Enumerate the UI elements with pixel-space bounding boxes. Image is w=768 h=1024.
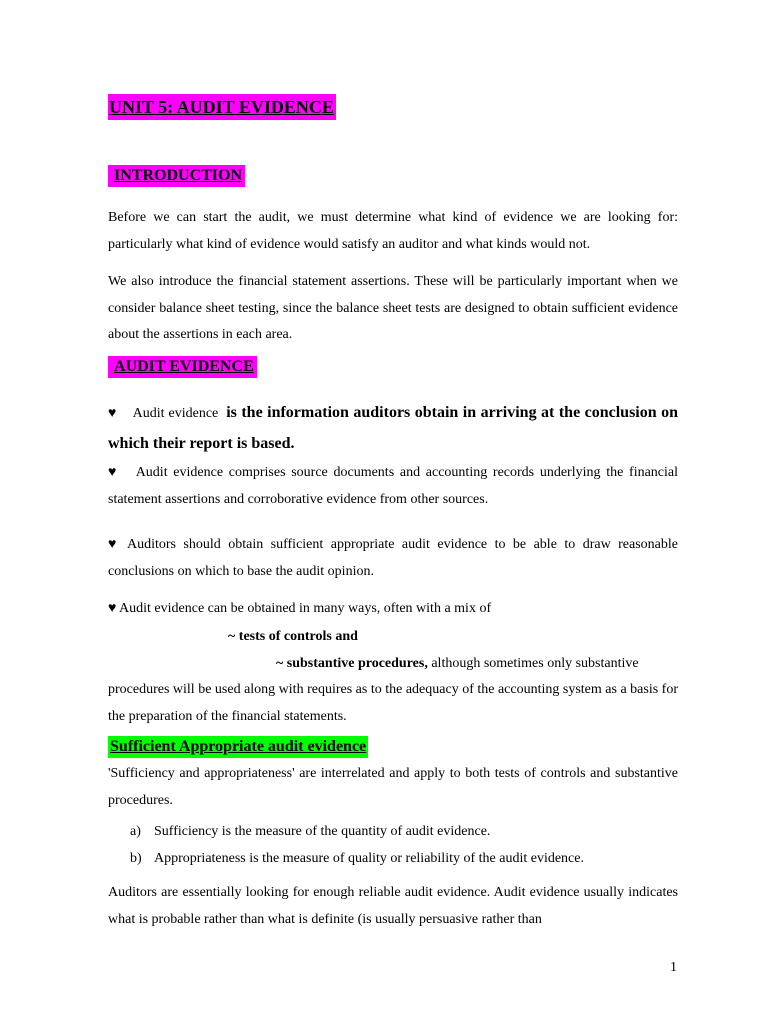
heart-bullet-icon: ♥ xyxy=(108,406,117,421)
intro-paragraph-1: Before we can start the audit, we must determine what kind of evidence we are looking for: particularly what kind of evidence would satisfy an auditor and what kinds would not. xyxy=(108,210,678,252)
audit-evidence-heading: AUDIT EVIDENCE xyxy=(108,356,257,378)
bullet-mix-continuation: procedures will be used along with requires as to the adequacy of the accounting system as a basis for the preparation of the financial statements. xyxy=(108,682,678,724)
unit-title: UNIT 5: AUDIT EVIDENCE xyxy=(108,94,336,120)
heart-bullet-icon: ♥ xyxy=(108,465,119,480)
bullet-mix-text: Audit evidence can be obtained in many ways, often with a mix of xyxy=(119,601,492,616)
list-item-text: Sufficiency is the measure of the quantity of audit evidence. xyxy=(154,824,491,839)
mix-item-substantive-bold: ~ substantive procedures, xyxy=(276,656,428,671)
final-paragraph: Auditors are essentially looking for enough reliable audit evidence. Audit evidence usually indicates what is probable rather than what is definite (is usually persuasive rather than xyxy=(108,885,678,927)
list-item-text: Appropriateness is the measure of quality or reliability of the audit evidence. xyxy=(154,851,584,866)
sufficient-appropriate-heading: Sufficient Appropriate audit evidence xyxy=(108,736,368,758)
page-number: 1 xyxy=(670,960,677,975)
list-marker: b) xyxy=(130,851,142,866)
list-item xyxy=(130,818,584,845)
bullet-definition xyxy=(108,398,678,460)
heart-bullet-icon: ♥ xyxy=(108,537,121,552)
bullet-mix xyxy=(108,599,491,619)
saae-paragraph: 'Sufficiency and appropriateness' are interrelated and apply to both tests of controls and substantive procedures. xyxy=(108,766,678,808)
mix-item-substantive xyxy=(276,654,639,674)
bullet-definition-lead: Audit evidence xyxy=(132,406,219,421)
bullet-sufficient-text: Auditors should obtain sufficient appropriate audit evidence to be able to draw reasonable conclusions on which to base the audit opinion. xyxy=(108,537,679,579)
mix-item-tests-of-controls: ~ tests of controls and xyxy=(228,629,358,644)
list-marker: a) xyxy=(130,824,141,839)
heart-bullet-icon: ♥ xyxy=(108,601,117,616)
mix-item-substantive-rest: although sometimes only substantive xyxy=(427,656,639,671)
intro-paragraph-2: We also introduce the financial statement assertions. These will be particularly important when we consider balance sheet testing, since the balance sheet tests are designed to obtain sufficient evidence about the assertions in each area. xyxy=(108,274,678,342)
list-item xyxy=(130,845,584,872)
sufficiency-list xyxy=(130,818,584,872)
bullet-composition xyxy=(108,460,678,513)
introduction-heading: INTRODUCTION xyxy=(108,165,245,187)
bullet-composition-text: Audit evidence comprises source documents and accounting records underlying the financial statement assertions and corroborative evidence from other sources. xyxy=(108,465,679,507)
bullet-definition-bold: is the information auditors obtain in arriving at the conclusion on which their report is based. xyxy=(108,404,679,452)
bullet-sufficient xyxy=(108,532,678,585)
